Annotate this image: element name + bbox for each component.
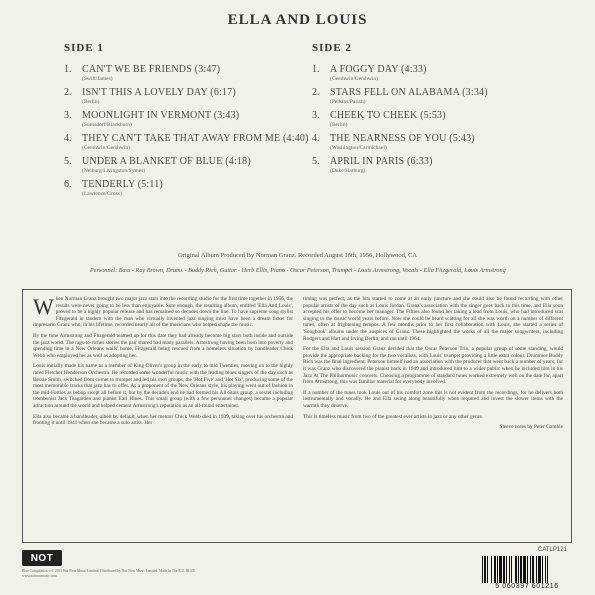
track-number: 3. <box>312 110 320 121</box>
track-credit: (Lawrence/Gross) <box>82 191 122 197</box>
track-title: THE NEARNESS OF YOU (5:43) <box>330 133 475 144</box>
track-number: 4. <box>312 133 320 144</box>
catalog-number: CATLP121 <box>538 547 567 553</box>
copyright-line <box>22 569 382 579</box>
notes-paragraph: When Norman Granz brought two major jazz stars into the recording studio for the first time together in 1956, the results were never going to be less than enjoyable. Sure enough, the resulting album, entitled 'Ella And Louis', proved to be a highly popular release and has remained so decades down the line. To have supreme song stylist Fitzgerald in tandem with the man who virtually invented jazz singing must have been a dream ticket for impresario Granz who, in his lifetime, recorded nearly all of the musicians who helped shape the music. <box>33 294 293 329</box>
track-number: 2. <box>64 87 72 98</box>
track-title: CAN'T WE BE FRIENDS (3:47) <box>82 64 221 75</box>
track-title: CHEEK TO CHEEK (5:53) <box>330 110 446 121</box>
side-2-heading: SIDE 2 <box>312 42 352 54</box>
track-item <box>64 64 324 82</box>
track-number: 2. <box>312 87 320 98</box>
track-credit: (Duke/Harburg) <box>330 168 366 174</box>
track-item <box>312 156 572 174</box>
barcode-number: 5 060397 601216 <box>495 583 559 590</box>
sleeve-notes-right-column <box>303 296 563 538</box>
track-title: THEY CAN'T TAKE THAT AWAY FROM ME (4:40) <box>82 133 309 144</box>
track-credit: (Gershwin/Gershwin) <box>330 76 378 82</box>
side-1-heading: SIDE 1 <box>64 42 104 54</box>
track-credit: (Perkins/Parish) <box>330 99 366 105</box>
notes-paragraph: Ella also became a bandleader, albeit by default, when her mentor Chick Webb died in 1939, taking over his orchestra and fronting it until 1941 when she became a solo artist. Her <box>33 413 293 427</box>
track-credit: (Berlin) <box>330 122 348 128</box>
sleeve-notes-left-column <box>33 296 293 538</box>
notes-paragraph: Louis initially made his name as a member of King Oliver's group in the early to mid Twenties, moving on to the highly rated Fletcher Henderson Orchestra. He recorded some wonderful music with the leading blues singers of the day such as Bessie Smith, switched from cornet to trumpet and led his own groups, the 'Hot Five' and 'Hot Six', producing some of the most memorable tracks that jazz has to offer. As a proponent of the New Orleans style, his playing went out of fashion in the mid-Forties as bebop swept all before it, but by the decade's end he had formed his All-Stars group, a sextet including trombonist Jack Teagarden and pianist Earl Hines. This small group (with a few personnel changes) became a popular attraction around the world and helped cement Armstrong's reputation as an all-round entertainer. <box>33 363 293 409</box>
track-credit: (Washington/Carmichael) <box>330 145 387 151</box>
side-2-tracklist <box>312 42 572 179</box>
track-credit: (Berlin) <box>82 99 100 105</box>
track-number: 4. <box>64 133 72 144</box>
notes-paragraph: If a number of the tunes took Louis out of his comfort zone this is not evident from the recordings, for he delivers both instrumentally and vocally. He and Ella swing along beautifully when required and invest the slower items with the warmth they deserve. <box>303 389 563 409</box>
track-title: UNDER A BLANKET OF BLUE (4:18) <box>82 156 251 167</box>
copyright-text: Blue Compilation ℗© 2013 Not Now Music Limited. Distributed by Not Now Music Limited. Made In The E.U. BLUE <box>22 569 196 573</box>
sleeve-notes <box>22 289 572 543</box>
track-number: 3. <box>64 110 72 121</box>
track-credit: (Suessdorf/Blackburn) <box>82 122 132 128</box>
barcode-stripe <box>548 556 550 583</box>
notes-paragraph: timing was perfect, as the hits started to come at an early juncture and she could also be found recording with other popular artists of the day such as Louis Jordan. Granz's association with the singer goes back to this time, and Ella soon accepted his offer to become her manager. The Fifties also found her taking a lead from Louis, who had introduced scat singing to the music world years before. Now she could be heard scatting for all she was worth on a number of different tunes, often at frightening tempos. A few months prior to her first collaboration with Louis, she started a series of 'Songbook' albums under the auspices of Granz. These highlighted the works of all the major songwriters, including Rodgers and Hart and Irving Berlin, and ran until 1964. <box>303 296 563 342</box>
track-title: TENDERLY (5:11) <box>82 179 163 190</box>
track-title: APRIL IN PARIS (6:33) <box>330 156 433 167</box>
track-item <box>312 133 572 151</box>
track-item <box>64 179 324 197</box>
track-number: 6. <box>64 179 72 190</box>
barcode <box>482 556 572 592</box>
producer-credit: Original Album Produced By Norman Granz. Recorded August 16th, 1956, Hollywood, CA <box>177 252 418 259</box>
track-number: 1. <box>64 64 72 75</box>
track-title: A FOGGY DAY (4:33) <box>330 64 427 75</box>
track-title: STARS FELL ON ALABAMA (3:34) <box>330 87 488 98</box>
track-title: ISN'T THIS A LOVELY DAY (6:17) <box>82 87 236 98</box>
notes-paragraph: This is timeless music from two of the greatest ever artists in jazz or any other genre. <box>303 413 484 420</box>
notes-author: Sleeve notes by Peter Gamble <box>499 424 563 431</box>
track-item <box>64 133 324 151</box>
label-url: www.notnowmusic.com <box>22 574 57 578</box>
track-number: 5. <box>64 156 72 167</box>
label-logo <box>22 550 62 566</box>
track-item <box>64 87 324 105</box>
track-title: MOONLIGHT IN VERMONT (3:43) <box>82 110 240 121</box>
track-item <box>64 110 324 128</box>
track-credit: (Swift/James) <box>82 76 113 82</box>
album-title: ELLA AND LOUIS <box>227 12 368 28</box>
track-item <box>312 87 572 105</box>
track-number: 5. <box>312 156 320 167</box>
track-credit: (Gershwin/Gershwin) <box>82 145 130 151</box>
track-number: 1. <box>312 64 320 75</box>
personnel-list: Personnel: Bass - Ray Brown, Drums - Buddy Rich, Guitar - Herb Ellis, Piano - Oscar Peterson, Trumpet - Louis Armstrong, Vocals - Ella Fitzgerald, Louis Armstrong <box>90 267 506 274</box>
track-item <box>312 110 572 128</box>
notes-paragraph: For the Ella and Louis session Granz decided that the Oscar Peterson Trio, a popular group of some standing, would provide the appropriate backing for the two vocalists, with Louis' trumpet providing a little extra colour. Drummer Buddy Rich was the final ingredient. Peterson himself had an association with the producer that went back a number of years, for it was Granz who discovered the pianist back in 1949 and introduced him to a wider public when he included him in his Jazz At The Philharmonic concerts. Choosing a programme of standard tunes worked extremely well on the date for, apart from Armstrong, this was familiar material for everybody involved. <box>303 346 563 386</box>
barcode-bars <box>482 556 572 583</box>
drop-cap: W <box>33 294 54 319</box>
track-item <box>312 64 572 82</box>
notes-paragraph: By the time Armstrong and Fitzgerald teamed up for this date they had already become big stars both inside and outside the jazz world. The rags-to-riches stories the pair shared had many parallels. Armstrong having been born into poverty and spending time in a New Orleans waifs' home, Fitzgerald being rescued from a homeless situation by bandleader Chick Webb who employed her as well as adopting her. <box>33 332 293 359</box>
track-credit: (Neiburg/Livingston/Symes) <box>82 168 146 174</box>
label-logo-text: NOT <box>30 552 54 564</box>
side-1-tracklist <box>64 42 324 202</box>
track-item <box>64 156 324 174</box>
